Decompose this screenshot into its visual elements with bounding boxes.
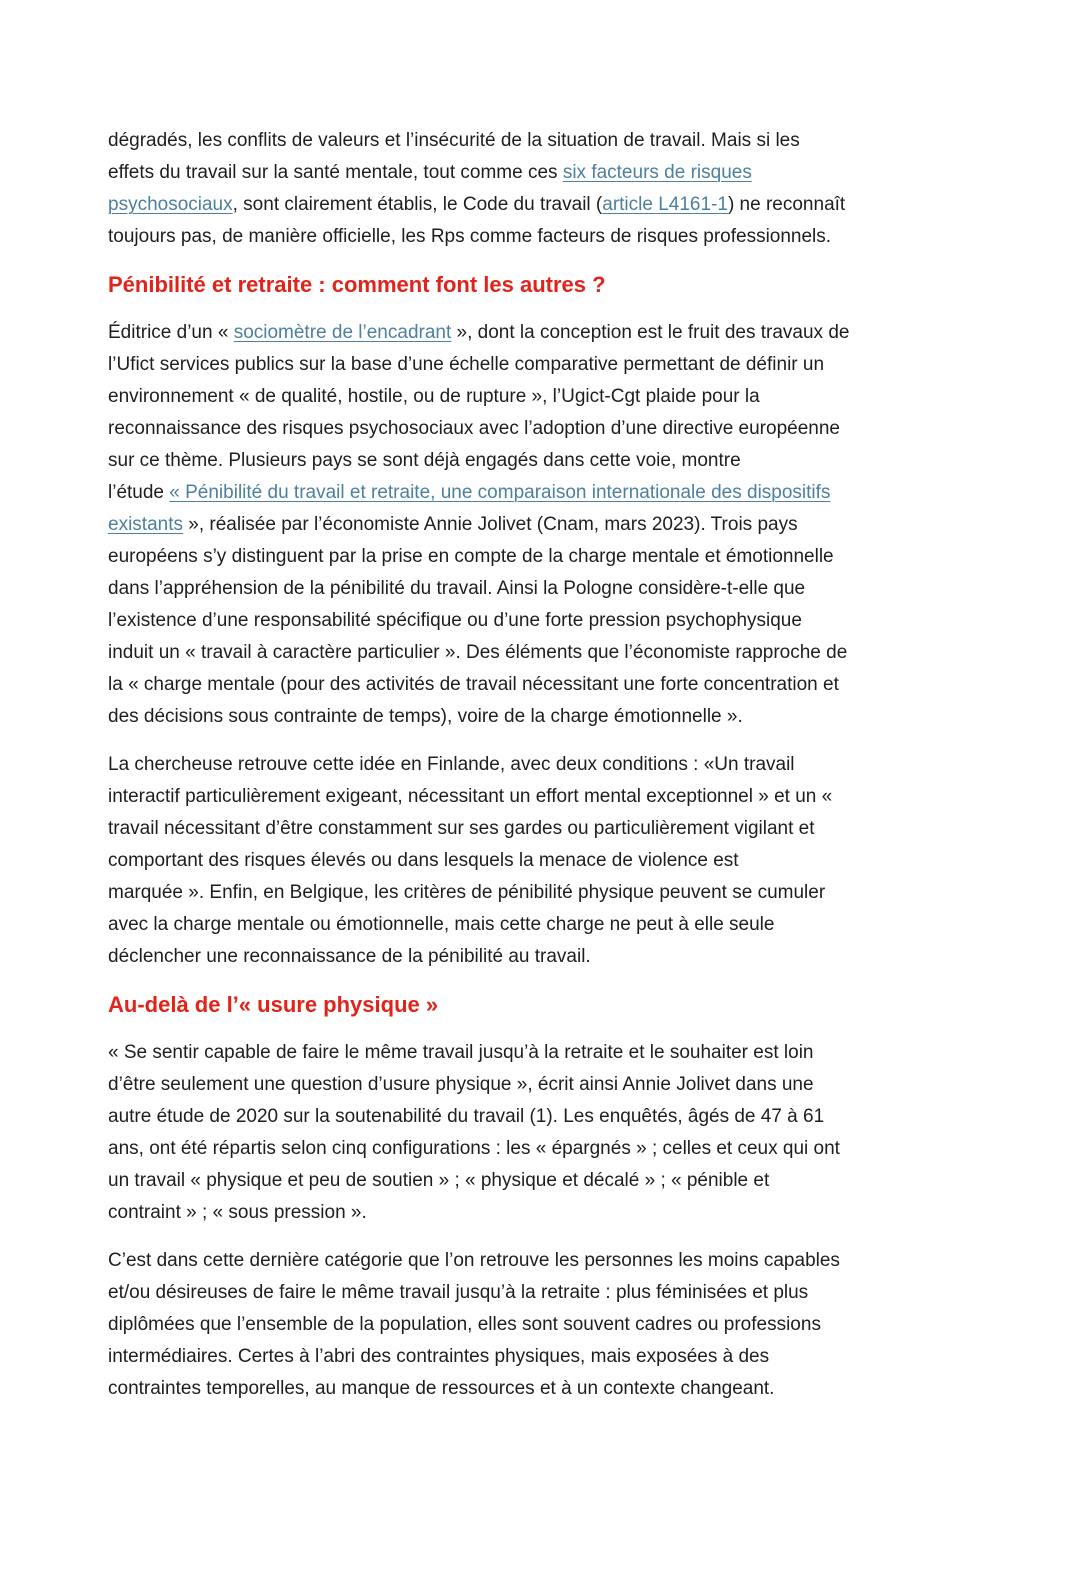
text-segment: interactif particulièrement exigeant, nécessitant un effort mental exceptionnel » et un « [108, 786, 833, 807]
text-segment: contraintes temporelles, au manque de ressources et à un contexte changeant. [108, 1378, 775, 1399]
inline-link[interactable]: sociomètre de l’encadrant [233, 322, 452, 343]
text-line [108, 221, 1080, 253]
text-segment: diplômées que l’ensemble de la population, elles sont souvent cadres ou professions [108, 1314, 821, 1335]
text-segment: déclencher une reconnaissance de la pénibilité au travail. [108, 946, 591, 967]
text-segment: environnement « de qualité, hostile, ou de rupture », l’Ugict-Cgt plaide pour la [108, 386, 760, 407]
text-segment: reconnaissance des risques psychosociaux avec l’adoption d’une directive européenne [108, 418, 840, 439]
text-line [108, 317, 1080, 349]
text-segment: dans l’appréhension de la pénibilité du travail. Ainsi la Pologne considère-t-elle que [108, 578, 806, 599]
text-segment: contraint » ; « sous pression ». [108, 1202, 367, 1223]
text-segment: l’étude [108, 482, 170, 503]
inline-link[interactable]: six facteurs de risques [562, 162, 752, 183]
text-segment: et/ou désireuses de faire le même travail jusqu’à la retraite : plus féminisées et plus [108, 1282, 809, 1303]
text-segment: d’être seulement une question d’usure physique », écrit ainsi Annie Jolivet dans une [108, 1074, 814, 1095]
text-segment: dégradés, les conflits de valeurs et l’insécurité de la situation de travail. Mais si les [108, 130, 800, 151]
paragraph [108, 749, 1080, 973]
text-line [108, 909, 1080, 941]
text-segment: l’existence d’une responsabilité spécifique ou d’une forte pression psychophysique [108, 610, 802, 631]
text-segment: , sont clairement établis, le Code du travail ( [232, 194, 603, 215]
text-segment: marquée ». Enfin, en Belgique, les critères de pénibilité physique peuvent se cumuler [108, 882, 826, 903]
text-segment: la « charge mentale (pour des activités de travail nécessitant une forte concentration et [108, 674, 839, 695]
text-line [108, 701, 1080, 733]
text-line [108, 1133, 1080, 1165]
text-line [108, 669, 1080, 701]
section-heading: Au-delà de l’« usure physique » [108, 992, 439, 1017]
text-segment: européens s’y distinguent par la prise en compte de la charge mentale et émotionnelle [108, 546, 834, 567]
text-line [108, 1245, 1080, 1277]
text-segment: ans, ont été répartis selon cinq configurations : les « épargnés » ; celles et ceux qui ont [108, 1138, 840, 1159]
text-line [108, 813, 1080, 845]
text-segment: », dont la conception est le fruit des travaux de [451, 322, 850, 343]
text-line [108, 509, 1080, 541]
text-segment: intermédiaires. Certes à l’abri des contraintes physiques, mais exposées à des [108, 1346, 770, 1367]
text-line [108, 573, 1080, 605]
text-line [108, 845, 1080, 877]
text-segment: induit un « travail à caractère particulier ». Des éléments que l’économiste rapproche de [108, 642, 848, 663]
text-segment: sur ce thème. Plusieurs pays se sont déjà engagés dans cette voie, montre [108, 450, 741, 471]
text-segment: toujours pas, de manière officielle, les Rps comme facteurs de risques professionnels. [108, 226, 832, 247]
paragraph [108, 125, 1080, 253]
section-heading: Pénibilité et retraite : comment font les autres ? [108, 272, 606, 297]
inline-link[interactable]: « Pénibilité du travail et retraite, une comparaison internationale des dispositifs [169, 482, 831, 503]
text-line [108, 605, 1080, 637]
text-line [108, 445, 1080, 477]
paragraph [108, 317, 1080, 733]
text-segment: Éditrice d’un « [108, 322, 234, 343]
text-line [108, 189, 1080, 221]
text-segment: C’est dans cette dernière catégorie que l’on retrouve les personnes les moins capables [108, 1250, 840, 1271]
paragraph [108, 1245, 1080, 1405]
text-line [108, 413, 1080, 445]
paragraph [108, 1037, 1080, 1229]
text-line [108, 125, 1080, 157]
text-line [108, 1341, 1080, 1373]
text-line [108, 349, 1080, 381]
text-line [108, 541, 1080, 573]
text-line [108, 157, 1080, 189]
text-line [108, 1277, 1080, 1309]
text-segment: avec la charge mentale ou émotionnelle, mais cette charge ne peut à elle seule [108, 914, 775, 935]
text-line [108, 637, 1080, 669]
text-line [108, 749, 1080, 781]
text-line [108, 941, 1080, 973]
text-segment: effets du travail sur la santé mentale, tout comme ces [108, 162, 563, 183]
text-line [108, 1037, 1080, 1069]
text-segment: « Se sentir capable de faire le même travail jusqu’à la retraite et le souhaiter est loin [108, 1042, 814, 1063]
text-segment: un travail « physique et peu de soutien » ; « physique et décalé » ; « pénible et [108, 1170, 770, 1191]
text-segment: autre étude de 2020 sur la soutenabilité du travail (1). Les enquêtés, âgés de 47 à 61 [108, 1106, 825, 1127]
text-segment: ) ne reconnaît [727, 194, 846, 215]
inline-link[interactable]: existants [108, 514, 183, 535]
text-line [108, 1373, 1080, 1405]
inline-link[interactable]: psychosociaux [108, 194, 233, 215]
inline-link[interactable]: article L4161-1 [602, 194, 728, 215]
text-segment: l’Ufict services publics sur la base d’une échelle comparative permettant de définir un [108, 354, 825, 375]
text-segment: », réalisée par l’économiste Annie Jolivet (Cnam, mars 2023). Trois pays [182, 514, 798, 535]
text-segment: travail nécessitant d’être constamment sur ses gardes ou particulièrement vigilant et [108, 818, 815, 839]
text-line [108, 781, 1080, 813]
text-segment: comportant des risques élevés ou dans lesquels la menace de violence est [108, 850, 739, 871]
text-segment: La chercheuse retrouve cette idée en Finlande, avec deux conditions : «Un travail [108, 754, 795, 775]
text-line [108, 477, 1080, 509]
text-line [108, 1309, 1080, 1341]
text-line [108, 877, 1080, 909]
text-line [108, 381, 1080, 413]
text-line [108, 1197, 1080, 1229]
text-line [108, 1069, 1080, 1101]
text-line [108, 1165, 1080, 1197]
text-segment: des décisions sous contrainte de temps), voire de la charge émotionnelle ». [108, 706, 743, 727]
text-line [108, 1101, 1080, 1133]
